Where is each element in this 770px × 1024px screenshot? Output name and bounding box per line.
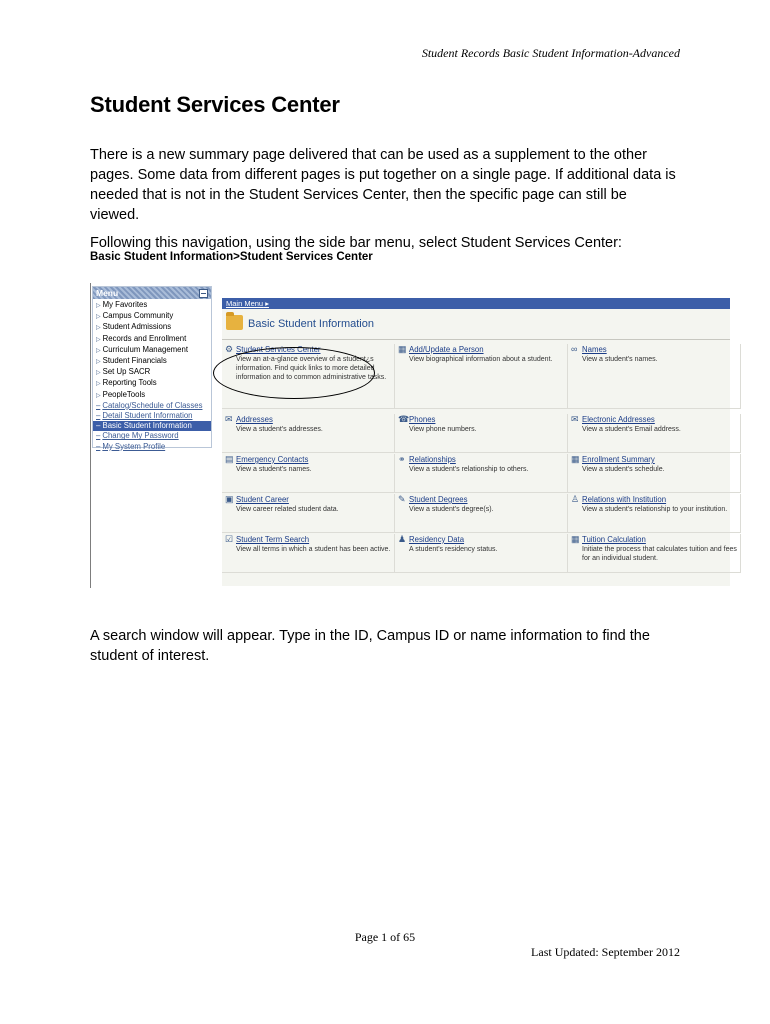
tile-description: View biographical information about a student. bbox=[409, 356, 553, 363]
tile-link[interactable]: Student Services Center bbox=[236, 345, 321, 354]
glasses-icon: ∞ bbox=[571, 344, 578, 354]
tile-link[interactable]: Student Career bbox=[236, 495, 289, 504]
tile bbox=[222, 494, 395, 533]
tile bbox=[568, 414, 741, 453]
tile-link[interactable]: Addresses bbox=[236, 415, 273, 424]
tile-description: View a student's Email address. bbox=[582, 426, 681, 433]
tile bbox=[395, 454, 568, 493]
tile-description: View a student's names. bbox=[236, 466, 312, 473]
contact-card-icon: ▤ bbox=[225, 454, 234, 464]
tile-link[interactable]: Relationships bbox=[409, 455, 456, 464]
highlight-circle bbox=[213, 344, 375, 399]
tile bbox=[222, 534, 395, 573]
menu-title: Menu bbox=[96, 288, 119, 298]
folder-icon bbox=[226, 315, 243, 330]
tile-link[interactable]: Student Degrees bbox=[409, 495, 468, 504]
tile-description: View all terms in which a student has been active. bbox=[236, 546, 391, 553]
content-panel bbox=[222, 298, 737, 586]
menu-item[interactable]: ▷ My Favorites bbox=[96, 300, 148, 309]
screenshot-border bbox=[90, 283, 91, 588]
expand-arrow-icon: ▷ bbox=[96, 303, 101, 309]
menu-header bbox=[93, 287, 211, 299]
tile-description: View a student's schedule. bbox=[582, 466, 665, 473]
tile bbox=[568, 494, 741, 533]
tile-description: View phone numbers. bbox=[409, 426, 477, 433]
tile-link[interactable]: Phones bbox=[409, 415, 436, 424]
page-title: Student Services Center bbox=[90, 92, 340, 117]
tile-description: View a student's names. bbox=[582, 356, 658, 363]
minimize-icon[interactable] bbox=[199, 289, 208, 298]
expand-arrow-icon: ▷ bbox=[96, 347, 101, 354]
menu-link[interactable]: – Change My Password bbox=[96, 431, 179, 441]
tile-link[interactable]: Tuition Calculation bbox=[582, 535, 646, 544]
expand-arrow-icon: ▷ bbox=[96, 392, 101, 399]
tile-description: View career related student data. bbox=[236, 506, 339, 513]
page-number: Page 1 of 65 bbox=[354, 930, 416, 944]
navigation-path: Basic Student Information>Student Services Center bbox=[90, 251, 373, 263]
last-updated: Last Updated: September 2012 bbox=[531, 945, 680, 959]
expand-arrow-icon: ▷ bbox=[96, 370, 101, 377]
tile-link[interactable]: Electronic Addresses bbox=[582, 415, 655, 424]
expand-arrow-icon: ▷ bbox=[96, 325, 101, 332]
phone-icon: ☎ bbox=[398, 414, 410, 424]
menu-item[interactable]: ▷ Student Financials bbox=[96, 356, 167, 366]
sidebar-menu bbox=[92, 286, 212, 451]
tile-link[interactable]: Emergency Contacts bbox=[236, 455, 309, 464]
search-paragraph: A search window will appear. Type in the ID, Campus ID or name information to find the student of interest. bbox=[90, 628, 650, 664]
tile-link[interactable]: Student Term Search bbox=[236, 535, 310, 544]
running-header: Student Records Basic Student Information-Advanced bbox=[421, 46, 680, 60]
tile bbox=[395, 494, 568, 533]
tile-description: Initiate the process that calculates tuition and fees for an individual student. bbox=[582, 546, 737, 562]
tile-description: View an at-a-glance overview of a student¿s information. Find quick links to more detailed information and to common administrative tasks. bbox=[236, 356, 387, 381]
expand-arrow-icon: ▷ bbox=[96, 314, 101, 321]
menu-item[interactable]: ▷ Student Admissions bbox=[96, 322, 172, 332]
tile bbox=[568, 534, 741, 573]
tile-description: A student's residency status. bbox=[409, 546, 498, 553]
section-title: Basic Student Information bbox=[248, 318, 374, 330]
calculator-icon: ▦ bbox=[571, 534, 580, 544]
tile-link[interactable]: Enrollment Summary bbox=[582, 455, 655, 464]
menu-link[interactable]: – Catalog/Schedule of Classes bbox=[96, 400, 203, 410]
menu-link[interactable]: – Detail Student Information bbox=[96, 411, 193, 421]
expand-arrow-icon: ▷ bbox=[96, 336, 101, 343]
tile-description: View a student's degree(s). bbox=[409, 506, 494, 513]
tile bbox=[222, 454, 395, 493]
tile-link[interactable]: Names bbox=[582, 345, 607, 354]
tile bbox=[395, 414, 568, 453]
menu-item[interactable]: ▷ Reporting Tools bbox=[96, 378, 157, 388]
menu-item[interactable]: ▷ Set Up SACR bbox=[96, 367, 151, 377]
section-header bbox=[222, 309, 730, 340]
expand-arrow-icon: ▷ bbox=[96, 359, 101, 366]
tile bbox=[568, 344, 741, 409]
diploma-icon: ✎ bbox=[398, 494, 406, 504]
calendar-icon: ▦ bbox=[571, 454, 580, 464]
briefcase-icon: ▣ bbox=[225, 494, 234, 504]
main-menu-link[interactable]: Main Menu ▸ bbox=[226, 299, 269, 308]
menu-link[interactable]: – My System Profile bbox=[96, 441, 166, 451]
relationship-icon: ⚭ bbox=[398, 454, 406, 464]
tile-description: View a student's relationship to your institution. bbox=[582, 506, 728, 513]
menu-item-selected[interactable]: – Basic Student Information bbox=[93, 421, 211, 431]
tile bbox=[395, 344, 568, 409]
building-icon: ▦ bbox=[398, 344, 407, 354]
checklist-icon: ☑ bbox=[225, 534, 234, 544]
tile-link[interactable]: Residency Data bbox=[409, 535, 465, 544]
expand-arrow-icon: ▷ bbox=[96, 381, 101, 388]
resident-icon: ♟ bbox=[398, 534, 407, 544]
tile-description: View a student's addresses. bbox=[236, 426, 323, 433]
people-icon: ⚙ bbox=[225, 344, 234, 354]
menu-item[interactable]: ▷ Records and Enrollment bbox=[96, 333, 187, 343]
envelope-icon: ✉ bbox=[225, 414, 233, 424]
tile-description: View a student's relationship to others. bbox=[409, 466, 529, 473]
tile bbox=[395, 534, 568, 573]
email-icon: ✉ bbox=[571, 414, 579, 424]
navigation-instruction: Following this navigation, using the side bar menu, select Student Services Center: bbox=[90, 235, 622, 251]
top-bar bbox=[222, 298, 730, 309]
menu-item[interactable]: ▷ PeopleTools bbox=[96, 389, 146, 399]
menu-item[interactable]: ▷ Campus Community bbox=[96, 311, 174, 321]
menu-item[interactable]: ▷ Curriculum Management bbox=[96, 344, 188, 354]
menu-screenshot bbox=[90, 283, 737, 591]
tile-link[interactable]: Relations with Institution bbox=[582, 495, 667, 504]
tile-link[interactable]: Add/Update a Person bbox=[409, 345, 484, 354]
tile bbox=[568, 454, 741, 493]
intro-paragraph: There is a new summary page delivered that can be used as a supplement to the other pages. Some data from different pages is put together on a single page. If additional data is needed that is not in the Student Services Center, then the specific page can still be viewed. bbox=[90, 147, 676, 223]
person-icon: ♙ bbox=[571, 494, 580, 504]
tile bbox=[222, 414, 395, 453]
